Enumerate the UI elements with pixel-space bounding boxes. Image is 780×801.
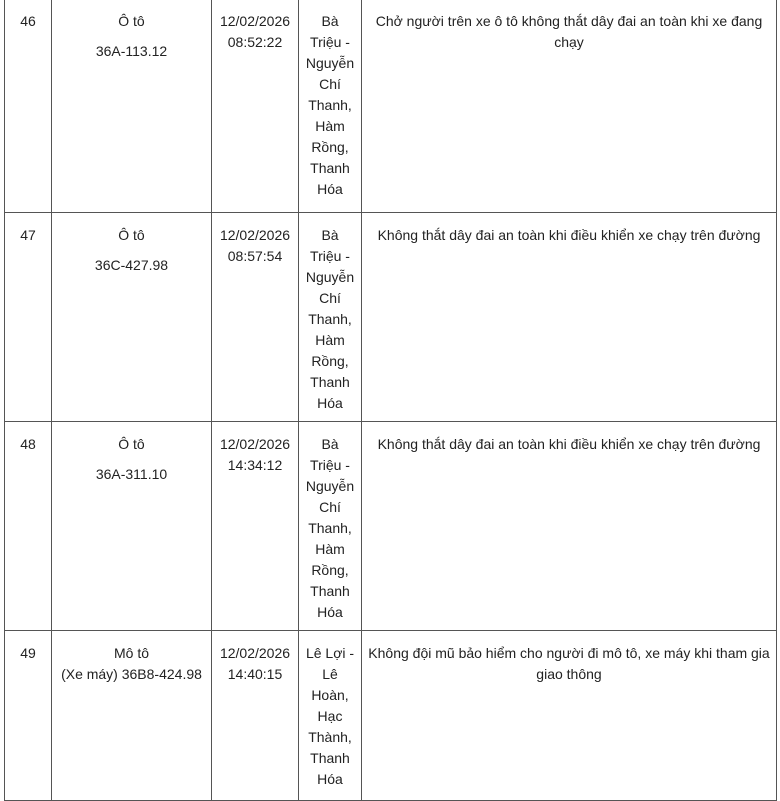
table-row: [5, 422, 777, 631]
location-cell: Lê Lợi - Lê Hoàn, Hạc Thành, Thanh Hóa: [299, 631, 362, 801]
vehicle-type: Mô tô: [113, 645, 149, 661]
violation-time: 08:52:22: [227, 34, 283, 50]
datetime-cell: [212, 0, 299, 213]
location-cell: Bà Triệu - Nguyễn Chí Thanh, Hàm Rồng, Thanh Hóa: [299, 213, 362, 422]
row-number: 47: [5, 213, 52, 422]
row-number: 48: [5, 422, 52, 631]
row-number: 46: [5, 0, 52, 213]
table-row: [5, 0, 777, 213]
row-number: 49: [5, 631, 52, 801]
datetime-cell: [212, 631, 299, 801]
license-plate: 36A-311.10: [95, 466, 168, 482]
vehicle-type: Ô tô: [118, 13, 145, 29]
violation-date: 12/02/2026: [219, 227, 291, 243]
violation-date: 12/02/2026: [219, 13, 291, 29]
vehicle-cell: [52, 631, 212, 801]
license-plate: (Xe máy) 36B8-424.98: [61, 666, 202, 682]
table-row: [5, 213, 777, 422]
vehicle-cell: [52, 0, 212, 213]
vehicle-cell: [52, 213, 212, 422]
license-plate: 36C-427.98: [94, 257, 169, 273]
license-plate: 36A-113.12: [95, 43, 168, 59]
location-cell: Bà Triệu - Nguyễn Chí Thanh, Hàm Rồng, Thanh Hóa: [299, 0, 362, 213]
violation-time: 14:40:15: [227, 666, 283, 682]
violation-description: Không đội mũ bảo hiểm cho người đi mô tô, xe máy khi tham gia giao thông: [362, 631, 777, 801]
vehicle-type: Ô tô: [118, 227, 145, 243]
violation-date: 12/02/2026: [219, 436, 291, 452]
vehicle-cell: [52, 422, 212, 631]
table-row: [5, 631, 777, 801]
violation-description: Không thắt dây đai an toàn khi điều khiển xe chạy trên đường: [362, 422, 777, 631]
location-cell: Bà Triệu - Nguyễn Chí Thanh, Hàm Rồng, Thanh Hóa: [299, 422, 362, 631]
datetime-cell: [212, 422, 299, 631]
violations-table: [4, 0, 777, 801]
violation-description: Không thắt dây đai an toàn khi điều khiển xe chạy trên đường: [362, 213, 777, 422]
violation-time: 08:57:54: [227, 248, 283, 264]
violation-time: 14:34:12: [227, 457, 283, 473]
violation-date: 12/02/2026: [219, 645, 291, 661]
datetime-cell: [212, 213, 299, 422]
vehicle-type: Ô tô: [118, 436, 145, 452]
violation-description: Chở người trên xe ô tô không thắt dây đai an toàn khi xe đang chạy: [362, 0, 777, 213]
